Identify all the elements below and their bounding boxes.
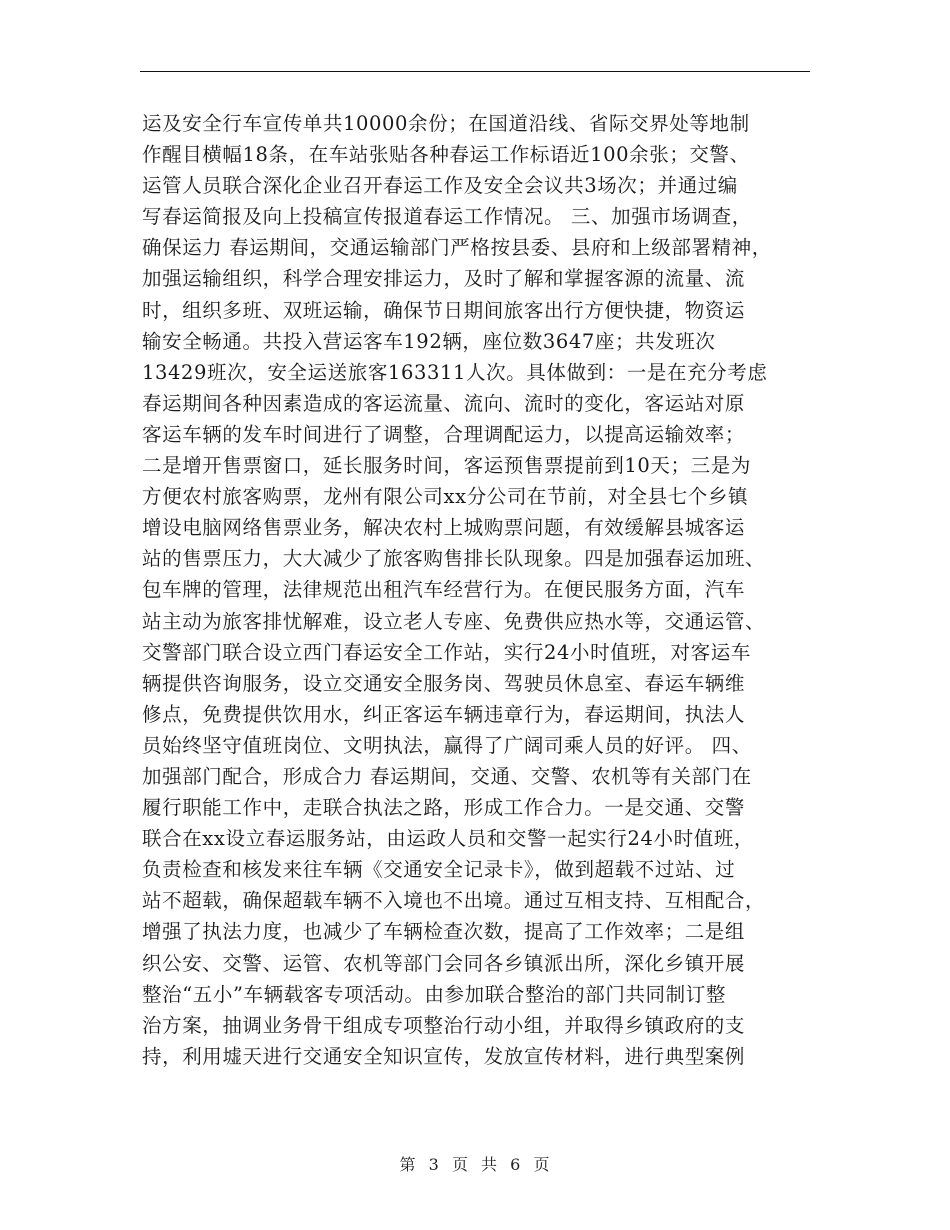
- footer-current-page: 3: [428, 1155, 440, 1174]
- text-line: 写春运简报及向上投稿宣传报道春运工作情况。 三、加强市场调查，: [142, 205, 752, 229]
- text-line: 修点，免费提供饮用水，纠正客运车辆违章行为，春运期间，执法人: [142, 702, 746, 726]
- text-line: 持，利用墟天进行交通安全知识宣传，发放宣传材料，进行典型案例: [142, 1044, 746, 1068]
- text-line: 加强运输组织，科学合理安排运力，及时了解和掌握客源的流量、流: [142, 267, 746, 291]
- text-line: 加强部门配合，形成合力 春运期间，交通、交警、农机等有关部门在: [142, 764, 752, 788]
- footer-page-word: 页: [451, 1155, 469, 1174]
- footer-prefix: 第: [399, 1155, 417, 1174]
- text-line: 负责检查和核发来往车辆《交通安全记录卡》，做到超载不过站、过: [142, 858, 736, 882]
- text-line: 整治“五小”车辆载客专项活动。由参加联合整治的部门共同制订整: [142, 982, 726, 1006]
- text-line: 联合在xx设立春运服务站，由运政人员和交警一起实行24小时值班，: [142, 827, 755, 851]
- footer-total-word: 共: [481, 1155, 499, 1174]
- text-line: 运管人员联合深化企业召开春运工作及安全会议共3场次；并通过编: [142, 174, 738, 198]
- text-line: 时，组织多班、双班运输，确保节日期间旅客出行方便快捷，物资运: [142, 298, 746, 322]
- text-line: 客运车辆的发车时间进行了调整，合理调配运力，以提高运输效率；: [142, 422, 746, 446]
- text-line: 辆提供咨询服务，设立交通安全服务岗、驾驶员休息室、春运车辆维: [142, 671, 746, 695]
- text-line: 履行职能工作中，走联合执法之路，形成工作合力。一是交通、交警: [142, 796, 746, 820]
- footer-total-pages: 6: [510, 1155, 522, 1174]
- text-line: 确保运力 春运期间，交通运输部门严格按县委、县府和上级部署精神，: [142, 236, 772, 260]
- text-line: 输安全畅通。共投入营运客车192辆，座位数3647座；共发班次: [142, 329, 716, 353]
- text-line: 方便农村旅客购票，龙州有限公司xx分公司在节前，对全县七个乡镇: [142, 485, 749, 509]
- text-line: 站主动为旅客排忧解难，设立老人专座、免费供应热水等，交通运管、: [142, 609, 766, 633]
- text-line: 交警部门联合设立西门春运安全工作站，实行24小时值班，对客运车: [142, 640, 751, 664]
- header-rule: [140, 71, 810, 72]
- text-line: 站的售票压力，大大减少了旅客购售排长队现象。四是加强春运加班、: [142, 547, 766, 571]
- page-footer: [0, 1152, 950, 1175]
- body-text: [142, 108, 822, 1072]
- text-line: 春运期间各种因素造成的客运流量、流向、流时的变化，客运站对原: [142, 391, 746, 415]
- text-line: 员始终坚守值班岗位、文明执法，赢得了广阔司乘人员的好评。 四、: [142, 733, 752, 757]
- text-line: 增设电脑网络售票业务，解决农村上城购票问题，有效缓解县城客运: [142, 516, 746, 540]
- text-line: 二是增开售票窗口，延长服务时间，客运预售票提前到10天；三是为: [142, 454, 751, 478]
- text-line: 站不超载，确保超载车辆不入境也不出境。通过互相支持、互相配合，: [142, 889, 766, 913]
- text-line: 增强了执法力度，也减少了车辆检查次数，提高了工作效率；二是组: [142, 920, 746, 944]
- text-line: 织公安、交警、运管、农机等部门会同各乡镇派出所，深化乡镇开展: [142, 951, 746, 975]
- text-line: 运及安全行车宣传单共10000余份；在国道沿线、省际交界处等地制: [142, 112, 750, 135]
- text-line: 治方案，抽调业务骨干组成专项整治行动小组，并取得乡镇政府的支: [142, 1013, 746, 1037]
- text-line: 13429班次，安全运送旅客163311人次。具体做到：一是在充分考虑: [142, 360, 768, 384]
- text-line: 包车牌的管理，法律规范出租汽车经营行为。在便民服务方面，汽车: [142, 578, 746, 602]
- text-line: 作醒目横幅18条，在车站张贴各种春运工作标语近100余张；交警、: [142, 143, 750, 167]
- footer-suffix: 页: [533, 1155, 551, 1174]
